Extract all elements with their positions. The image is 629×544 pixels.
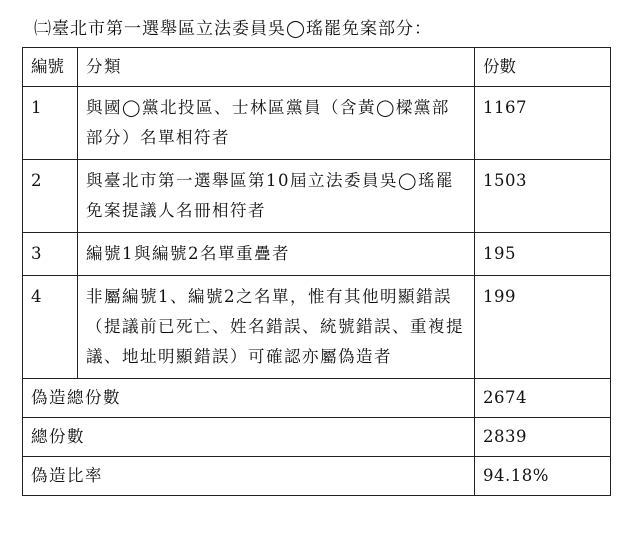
total-label: 總份數 [23,418,475,457]
total-value: 2839 [475,418,611,457]
total-value: 94.18% [475,457,611,496]
table-row [23,160,611,233]
row-count: 1503 [475,160,611,233]
table-row [23,233,611,276]
header-no: 編號 [23,48,78,87]
header-count: 份數 [475,48,611,87]
row-no: 3 [23,233,78,276]
row-no: 4 [23,276,78,379]
forgery-statistics-table [22,47,611,496]
total-label: 偽造比率 [23,457,475,496]
table-header-row [23,48,611,87]
row-category: 非屬編號1、編號2之名單，惟有其他明顯錯誤（提議前已死亡、姓名錯誤、統號錯誤、重複提議、地址明顯錯誤）可確認亦屬偽造者 [78,276,475,379]
row-count: 195 [475,233,611,276]
row-category: 與臺北市第一選舉區第10屆立法委員吳◯瑤罷免案提議人名冊相符者 [78,160,475,233]
total-row-ratio [23,457,611,496]
table-row [23,87,611,160]
row-count: 1167 [475,87,611,160]
row-no: 1 [23,87,78,160]
row-category: 與國◯黨北投區、士林區黨員（含黃◯樑黨部部分）名單相符者 [78,87,475,160]
table-row [23,276,611,379]
total-label: 偽造總份數 [23,379,475,418]
total-row-all [23,418,611,457]
total-value: 2674 [475,379,611,418]
section-heading: ㈡臺北市第一選舉區立法委員吳◯瑤罷免案部分： [34,19,433,39]
row-category: 編號1與編號2名單重疊者 [78,233,475,276]
row-count: 199 [475,276,611,379]
row-no: 2 [23,160,78,233]
header-category: 分類 [78,48,475,87]
total-row-forged [23,379,611,418]
